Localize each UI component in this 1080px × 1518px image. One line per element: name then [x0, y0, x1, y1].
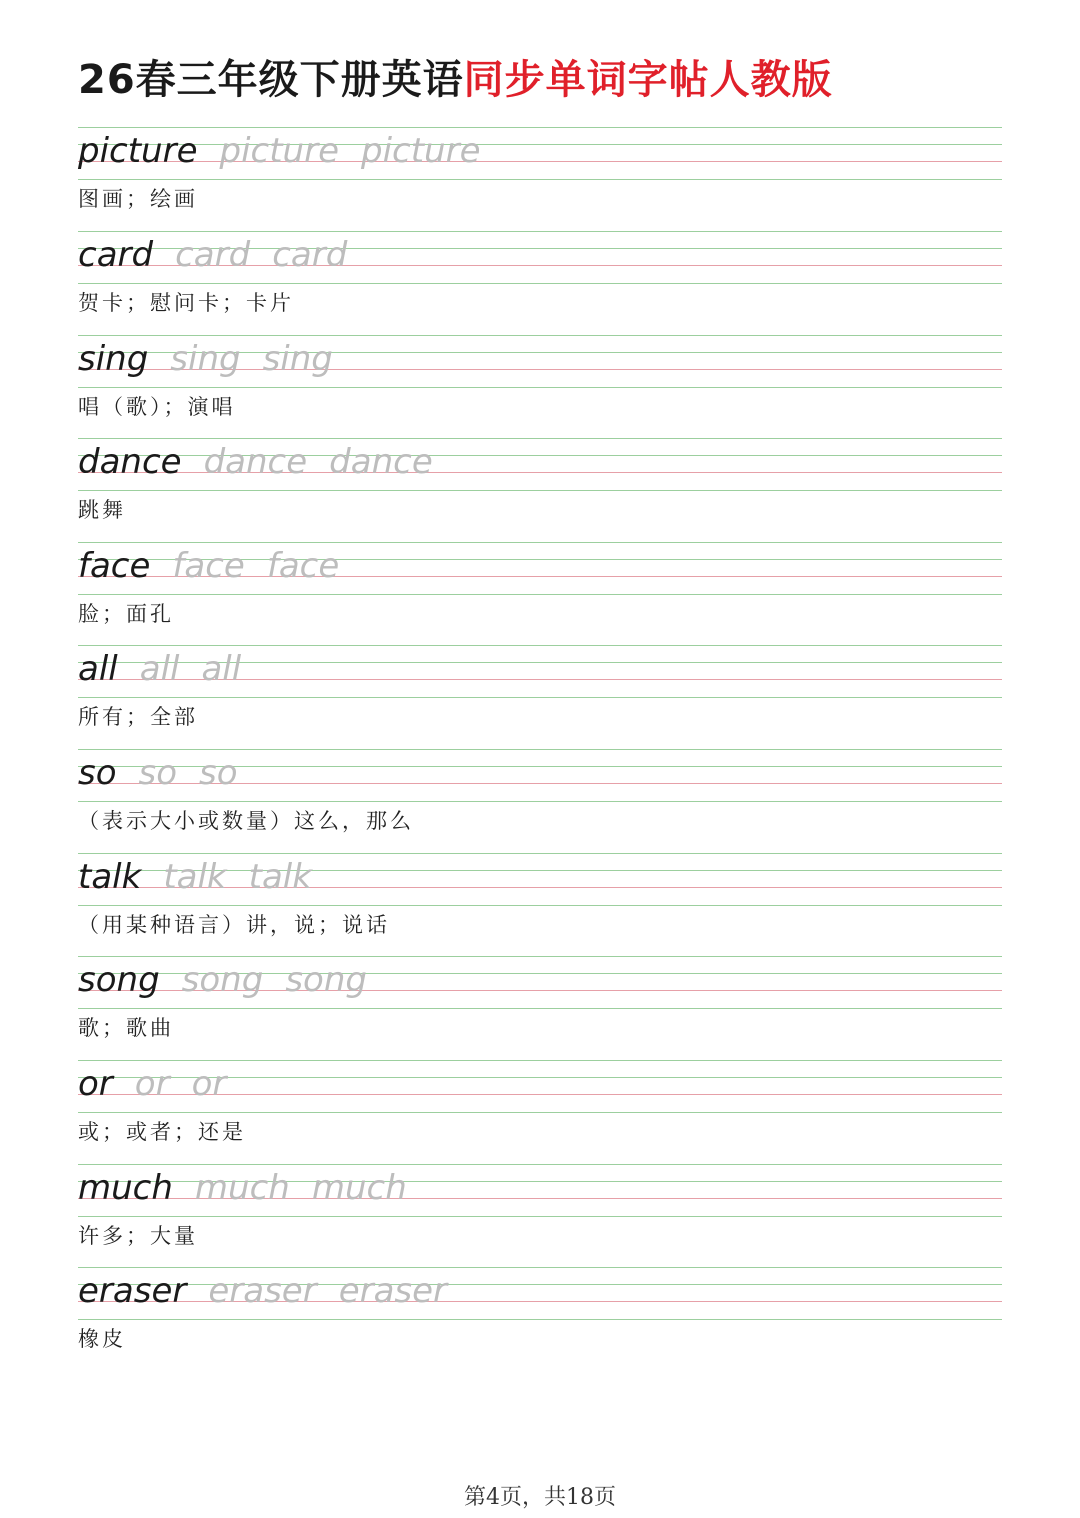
guide-line-bottom	[78, 1319, 1002, 1320]
word-meaning: 脸；面孔	[78, 602, 174, 626]
word-trace: talk	[163, 857, 227, 897]
word-trace: all	[139, 649, 180, 689]
word-meaning: 或；或者；还是	[78, 1120, 246, 1144]
guide-line-top	[78, 231, 1002, 232]
word-line	[78, 751, 238, 795]
page-title	[78, 52, 1038, 112]
word-line	[78, 647, 241, 691]
word-meaning: 许多；大量	[78, 1224, 198, 1248]
word-trace: card	[272, 235, 348, 275]
guide-line-top	[78, 127, 1002, 128]
word-trace: face	[266, 546, 340, 586]
word-meaning: 橡皮	[78, 1327, 126, 1351]
word-meaning: （表示大小或数量）这么，那么	[78, 809, 414, 833]
word-trace: eraser	[208, 1271, 317, 1311]
word-entry	[78, 956, 1002, 1060]
word-entry	[78, 127, 1002, 231]
word-entry	[78, 542, 1002, 646]
word-line	[78, 1166, 407, 1210]
guide-line-bottom	[78, 1112, 1002, 1113]
word: picture	[78, 131, 198, 171]
word-line	[78, 440, 433, 484]
word: eraser	[78, 1271, 187, 1311]
word-trace: all	[201, 649, 242, 689]
word-meaning: 所有；全部	[78, 705, 198, 729]
word-entry	[78, 335, 1002, 439]
title-red-part: 同步单词字帖人教版	[463, 57, 833, 103]
word-trace: talk	[248, 857, 312, 897]
guide-line-top	[78, 1267, 1002, 1268]
guide-line-top	[78, 853, 1002, 854]
guide-line-bottom	[78, 697, 1002, 698]
word-trace: card	[175, 235, 251, 275]
word: much	[78, 1168, 173, 1208]
word: so	[78, 753, 117, 793]
word: face	[78, 546, 151, 586]
word-trace: eraser	[338, 1271, 448, 1311]
word-trace: or	[134, 1064, 170, 1104]
word-entry	[78, 231, 1002, 335]
guide-line-bottom	[78, 283, 1002, 284]
word-trace: song	[285, 960, 367, 1000]
word: talk	[78, 857, 142, 897]
word-entry	[78, 645, 1002, 749]
word: card	[78, 235, 154, 275]
word-line	[78, 1269, 447, 1313]
guide-line-top	[78, 645, 1002, 646]
guide-line-top	[78, 956, 1002, 957]
word-line	[78, 855, 312, 899]
page-number: 第4页，共18页	[464, 1485, 616, 1510]
guide-line-top	[78, 335, 1002, 336]
word-entry	[78, 749, 1002, 853]
guide-line-bottom	[78, 490, 1002, 491]
guide-line-top	[78, 438, 1002, 439]
guide-line-bottom	[78, 179, 1002, 180]
word-trace: much	[311, 1168, 407, 1208]
word: all	[78, 649, 118, 689]
word-entry	[78, 1060, 1002, 1164]
guide-line-bottom	[78, 905, 1002, 906]
word-entry	[78, 853, 1002, 957]
word-trace: much	[194, 1168, 290, 1208]
word-meaning: 贺卡；慰问卡；卡片	[78, 291, 294, 315]
word-entry	[78, 1267, 1002, 1371]
word: song	[78, 960, 160, 1000]
word-line	[78, 1062, 226, 1106]
word-trace: dance	[329, 442, 433, 482]
guide-line-bottom	[78, 387, 1002, 388]
word-entry	[78, 438, 1002, 542]
guide-line-bottom	[78, 1008, 1002, 1009]
guide-line-bottom	[78, 801, 1002, 802]
word-line	[78, 337, 333, 381]
word-trace: song	[181, 960, 264, 1000]
word-meaning: （用某种语言）讲，说；说话	[78, 913, 390, 937]
word-trace: so	[138, 753, 178, 793]
word: sing	[78, 339, 149, 379]
word-meaning: 歌；歌曲	[78, 1016, 174, 1040]
word-trace: face	[172, 546, 245, 586]
title-black-part: 26春三年级下册英语	[78, 57, 464, 103]
word-line	[78, 233, 347, 277]
word-entry	[78, 1164, 1002, 1268]
guide-line-bottom	[78, 594, 1002, 595]
word-trace: picture	[361, 131, 481, 171]
word-meaning: 唱（歌）；演唱	[78, 395, 236, 419]
word-line	[78, 544, 339, 588]
word-meaning: 图画；绘画	[78, 187, 198, 211]
guide-line-top	[78, 1164, 1002, 1165]
guide-line-top	[78, 542, 1002, 543]
word-trace: sing	[262, 339, 333, 379]
word-trace: so	[199, 753, 238, 793]
word-trace: dance	[203, 442, 308, 482]
word: or	[78, 1064, 113, 1104]
word-trace: sing	[170, 339, 241, 379]
guide-line-top	[78, 749, 1002, 750]
word-trace: or	[191, 1064, 227, 1104]
word-meaning: 跳舞	[78, 498, 126, 522]
guide-line-bottom	[78, 1216, 1002, 1217]
word-line	[78, 129, 481, 173]
word-trace: picture	[219, 131, 339, 171]
guide-line-top	[78, 1060, 1002, 1061]
word: dance	[78, 442, 182, 482]
word-line	[78, 958, 367, 1002]
